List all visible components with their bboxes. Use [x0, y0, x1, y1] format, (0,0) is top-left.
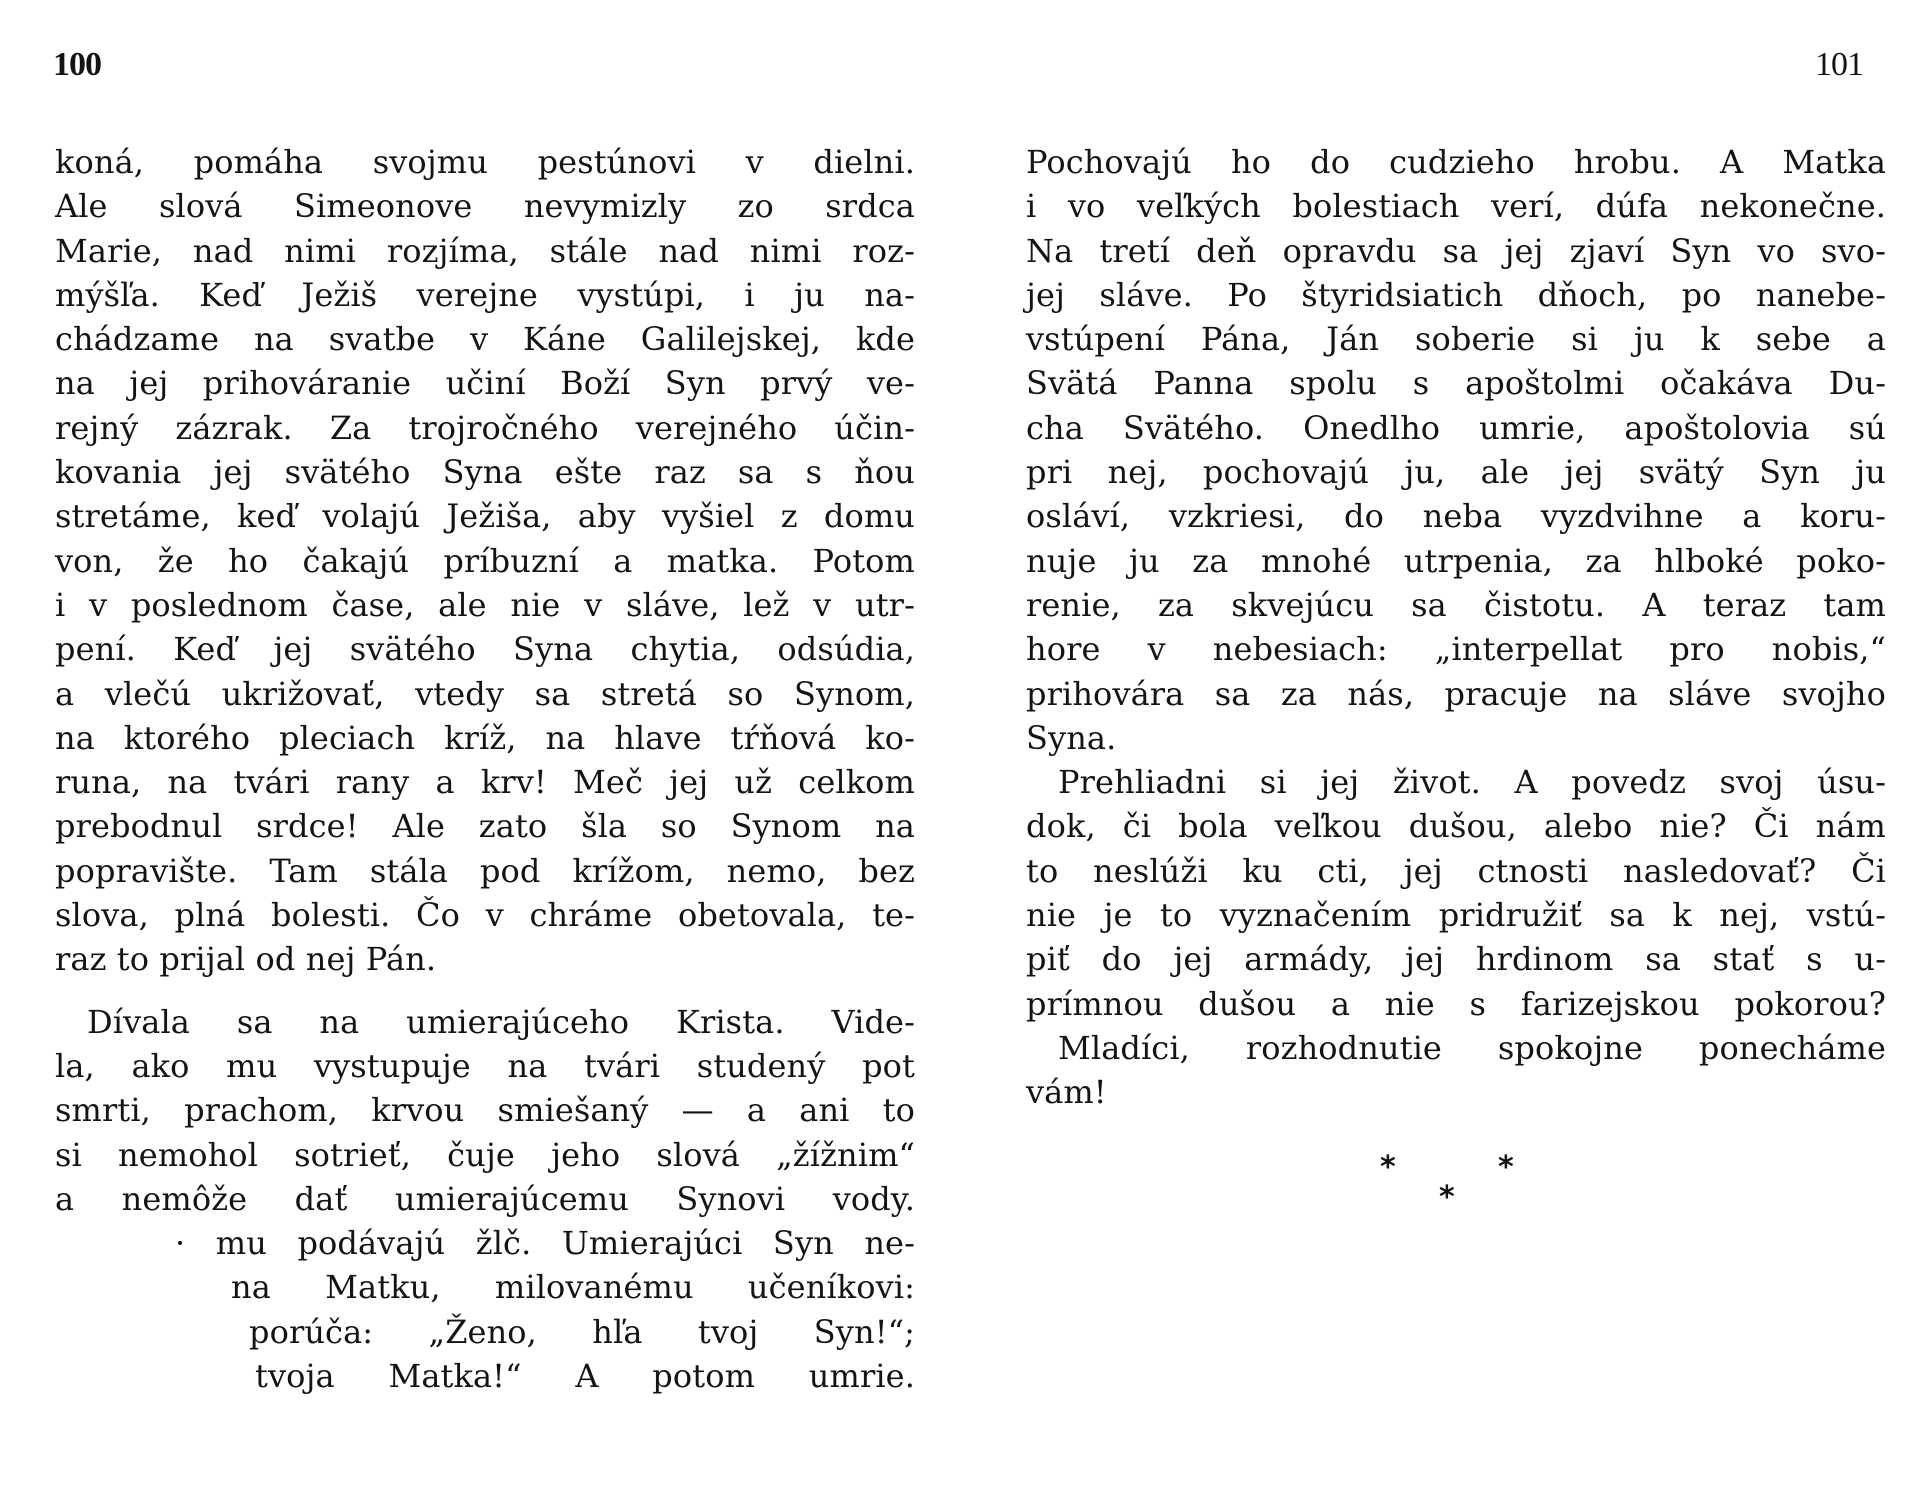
text-line: cha Svätého. Onedlho umrie, apoštolovia sú: [1026, 408, 1886, 447]
paragraph: [1026, 760, 1886, 1026]
text-line: si nemohol sotrieť, čuje jeho slová „žížnim“: [55, 1135, 915, 1174]
text-line: Syna.: [1026, 718, 1117, 757]
text-line: i v poslednom čase, ale nie v sláve, lež v utr-: [55, 585, 915, 624]
text-line: prímnou dušou a nie s farizejskou pokorou?: [1026, 984, 1886, 1023]
text-line: na ktorého pleciach kríž, na hlave tŕňová ko-: [55, 718, 915, 757]
paragraph: [55, 140, 915, 982]
text-line: la, ako mu vystupuje na tvári studený pot: [55, 1046, 915, 1085]
text-line: Svätá Panna spolu s apoštolmi očakáva Du-: [1026, 364, 1886, 403]
text-line: popravište. Tam stála pod krížom, nemo, bez: [55, 851, 915, 890]
right-page-text: [1026, 140, 1886, 1115]
text-line: mýšľa. Keď Ježiš verejne vystúpi, i ju na-: [55, 275, 915, 314]
left-page-text: [55, 140, 915, 1398]
text-line: von, že ho čakajú príbuzní a matka. Potom: [55, 541, 915, 580]
text-line: prebodnul srdce! Ale zato šla so Synom na: [55, 807, 915, 846]
text-line: i vo veľkých bolestiach verí, dúfa nekonečne.: [1026, 187, 1886, 226]
asterisk: *: [1439, 1180, 1455, 1215]
text-line: renie, za skvejúcu sa čistotu. A teraz tam: [1026, 585, 1886, 624]
text-line: Prehliadni si jej život. A povedz svoj úsu-: [1058, 763, 1886, 802]
text-line: pri nej, pochovajú ju, ale jej svätý Syn ju: [1026, 453, 1886, 492]
text-line: nuje ju za mnohé utrpenia, za hlboké poko-: [1026, 541, 1886, 580]
text-line: smrti, prachom, krvou smiešaný — a ani to: [55, 1091, 915, 1130]
text-line: koná, pomáha svojmu pestúnovi v dielni.: [55, 143, 915, 181]
text-line: hore v nebesiach: „interpellat pro nobis,“: [1026, 630, 1886, 669]
asterisk: *: [1380, 1150, 1396, 1185]
text-line: a vlečú ukrižovať, vtedy sa stretá so Synom,: [55, 674, 915, 713]
text-line: porúča: „Ženo, hľa tvoj Syn!“;: [249, 1312, 915, 1351]
text-line: rejný zázrak. Za trojročného verejného účin-: [55, 408, 915, 447]
text-line: pení. Keď jej svätého Syna chytia, odsúdia,: [55, 630, 915, 669]
text-line: vám!: [1026, 1073, 1107, 1112]
text-line: na Matku, milovanému učeníkovi:: [231, 1268, 915, 1307]
text-line: jej sláve. Po štyridsiatich dňoch, po nanebe-: [1026, 275, 1886, 314]
text-line: Marie, nad nimi rozjíma, stále nad nimi roz-: [55, 231, 915, 270]
text-line: to neslúži ku cti, jej ctnosti nasledovať? Či: [1026, 851, 1886, 890]
text-line: prihovára sa za nás, pracuje na sláve svojho: [1026, 674, 1886, 713]
asterism-ornament: [1360, 1150, 1550, 1220]
text-line: vstúpení Pána, Ján soberie si ju k sebe a: [1026, 320, 1886, 359]
text-line: raz to prijal od nej Pán.: [55, 940, 437, 979]
text-line: Mladíci, rozhodnutie spokojne ponecháme: [1058, 1028, 1886, 1067]
text-line: · mu podávajú žlč. Umierajúci Syn ne-: [175, 1224, 915, 1263]
text-line: Na tretí deň opravdu sa jej zjaví Syn vo svo-: [1026, 231, 1886, 270]
text-line: Dívala sa na umierajúceho Krista. Vide-: [87, 1002, 915, 1041]
text-line: tvoja Matka!“ A potom umrie.: [255, 1357, 915, 1396]
paragraph: [1026, 140, 1886, 760]
paragraph: [1026, 1026, 1886, 1115]
text-line: stretáme, keď volajú Ježiša, aby vyšiel z domu: [55, 497, 915, 536]
text-line: Pochovajú ho do cudzieho hrobu. A Matka: [1026, 143, 1886, 181]
text-line: runa, na tvári rany a krv! Meč jej už celkom: [55, 763, 915, 802]
paragraph: [55, 1000, 915, 1399]
text-line: osláví, vzkriesi, do neba vyzdvihne a koru-: [1026, 497, 1886, 536]
text-line: a nemôže dať umierajúcemu Synovi vody.: [55, 1179, 915, 1218]
text-line: kovania jej svätého Syna ešte raz sa s ňou: [55, 453, 915, 492]
text-line: piť do jej armády, jej hrdinom sa stať s u-: [1026, 940, 1886, 979]
text-line: Ale slová Simeonove nevymizly zo srdca: [55, 187, 915, 226]
text-line: dok, či bola veľkou dušou, alebo nie? Či nám: [1026, 807, 1886, 846]
text-line: nie je to vyznačením pridružiť sa k nej, vstú-: [1026, 896, 1886, 935]
page-number-left: 100: [53, 46, 101, 83]
page-number-right: 101: [1815, 46, 1863, 83]
text-line: slova, plná bolesti. Čo v chráme obetovala, te-: [55, 896, 915, 935]
text-line: na jej prihováranie učiní Boží Syn prvý ve-: [55, 364, 915, 403]
asterisk: *: [1498, 1150, 1514, 1185]
text-line: chádzame na svatbe v Káne Galilejskej, kde: [55, 320, 915, 359]
